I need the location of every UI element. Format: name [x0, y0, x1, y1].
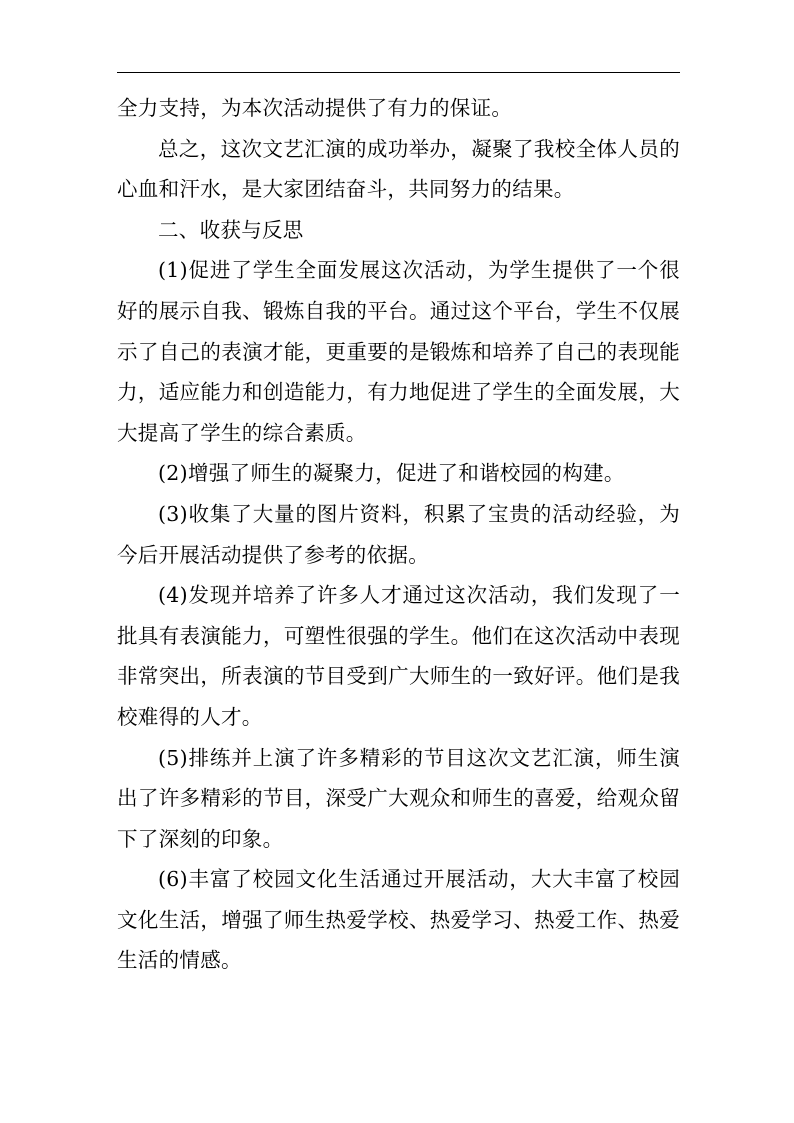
paragraph-item-3: (3)收集了大量的图片资料，积累了宝贵的活动经验，为今后开展活动提供了参考的依据。	[117, 501, 680, 567]
section-heading: 二、收获与反思	[158, 217, 304, 242]
paragraph-item-1: (1)促进了学生全面发展这次活动，为学生提供了一个很好的展示自我、锻炼自我的平台。通过这个平台，学生不仅展示了自己的表演才能，更重要的是锻炼和培养了自己的表现能力，适应能力和创造能力，有力地促进了学生的全面发展，大大提高了学生的综合素质。	[117, 258, 680, 445]
paragraph-item-5: (5)排练并上演了许多精彩的节目这次文艺汇演，师生演出了许多精彩的节目，深受广大观众和师生的喜爱，给观众留下了深刻的印象。	[117, 745, 680, 851]
paragraph-summary: 总之，这次文艺汇演的成功举办，凝聚了我校全体人员的心血和汗水，是大家团结奋斗，共同努力的结果。	[117, 136, 680, 202]
paragraph-item-4: (4)发现并培养了许多人才通过这次活动，我们发现了一批具有表演能力，可塑性很强的学生。他们在这次活动中表现非常突出，所表演的节目受到广大师生的一致好评。他们是我校难得的人才。	[117, 583, 680, 729]
header-rule	[117, 72, 680, 73]
paragraph-item-2: (2)增强了师生的凝聚力，促进了和谐校园的构建。	[158, 461, 625, 486]
paragraph-continuation: 全力支持，为本次活动提供了有力的保证。	[117, 96, 513, 120]
paragraph-item-6: (6)丰富了校园文化生活通过开展活动，大大丰富了校园文化生活，增强了师生热爱学校、热爱学习、热爱工作、热爱生活的情感。	[117, 867, 680, 973]
document-body	[117, 88, 680, 981]
